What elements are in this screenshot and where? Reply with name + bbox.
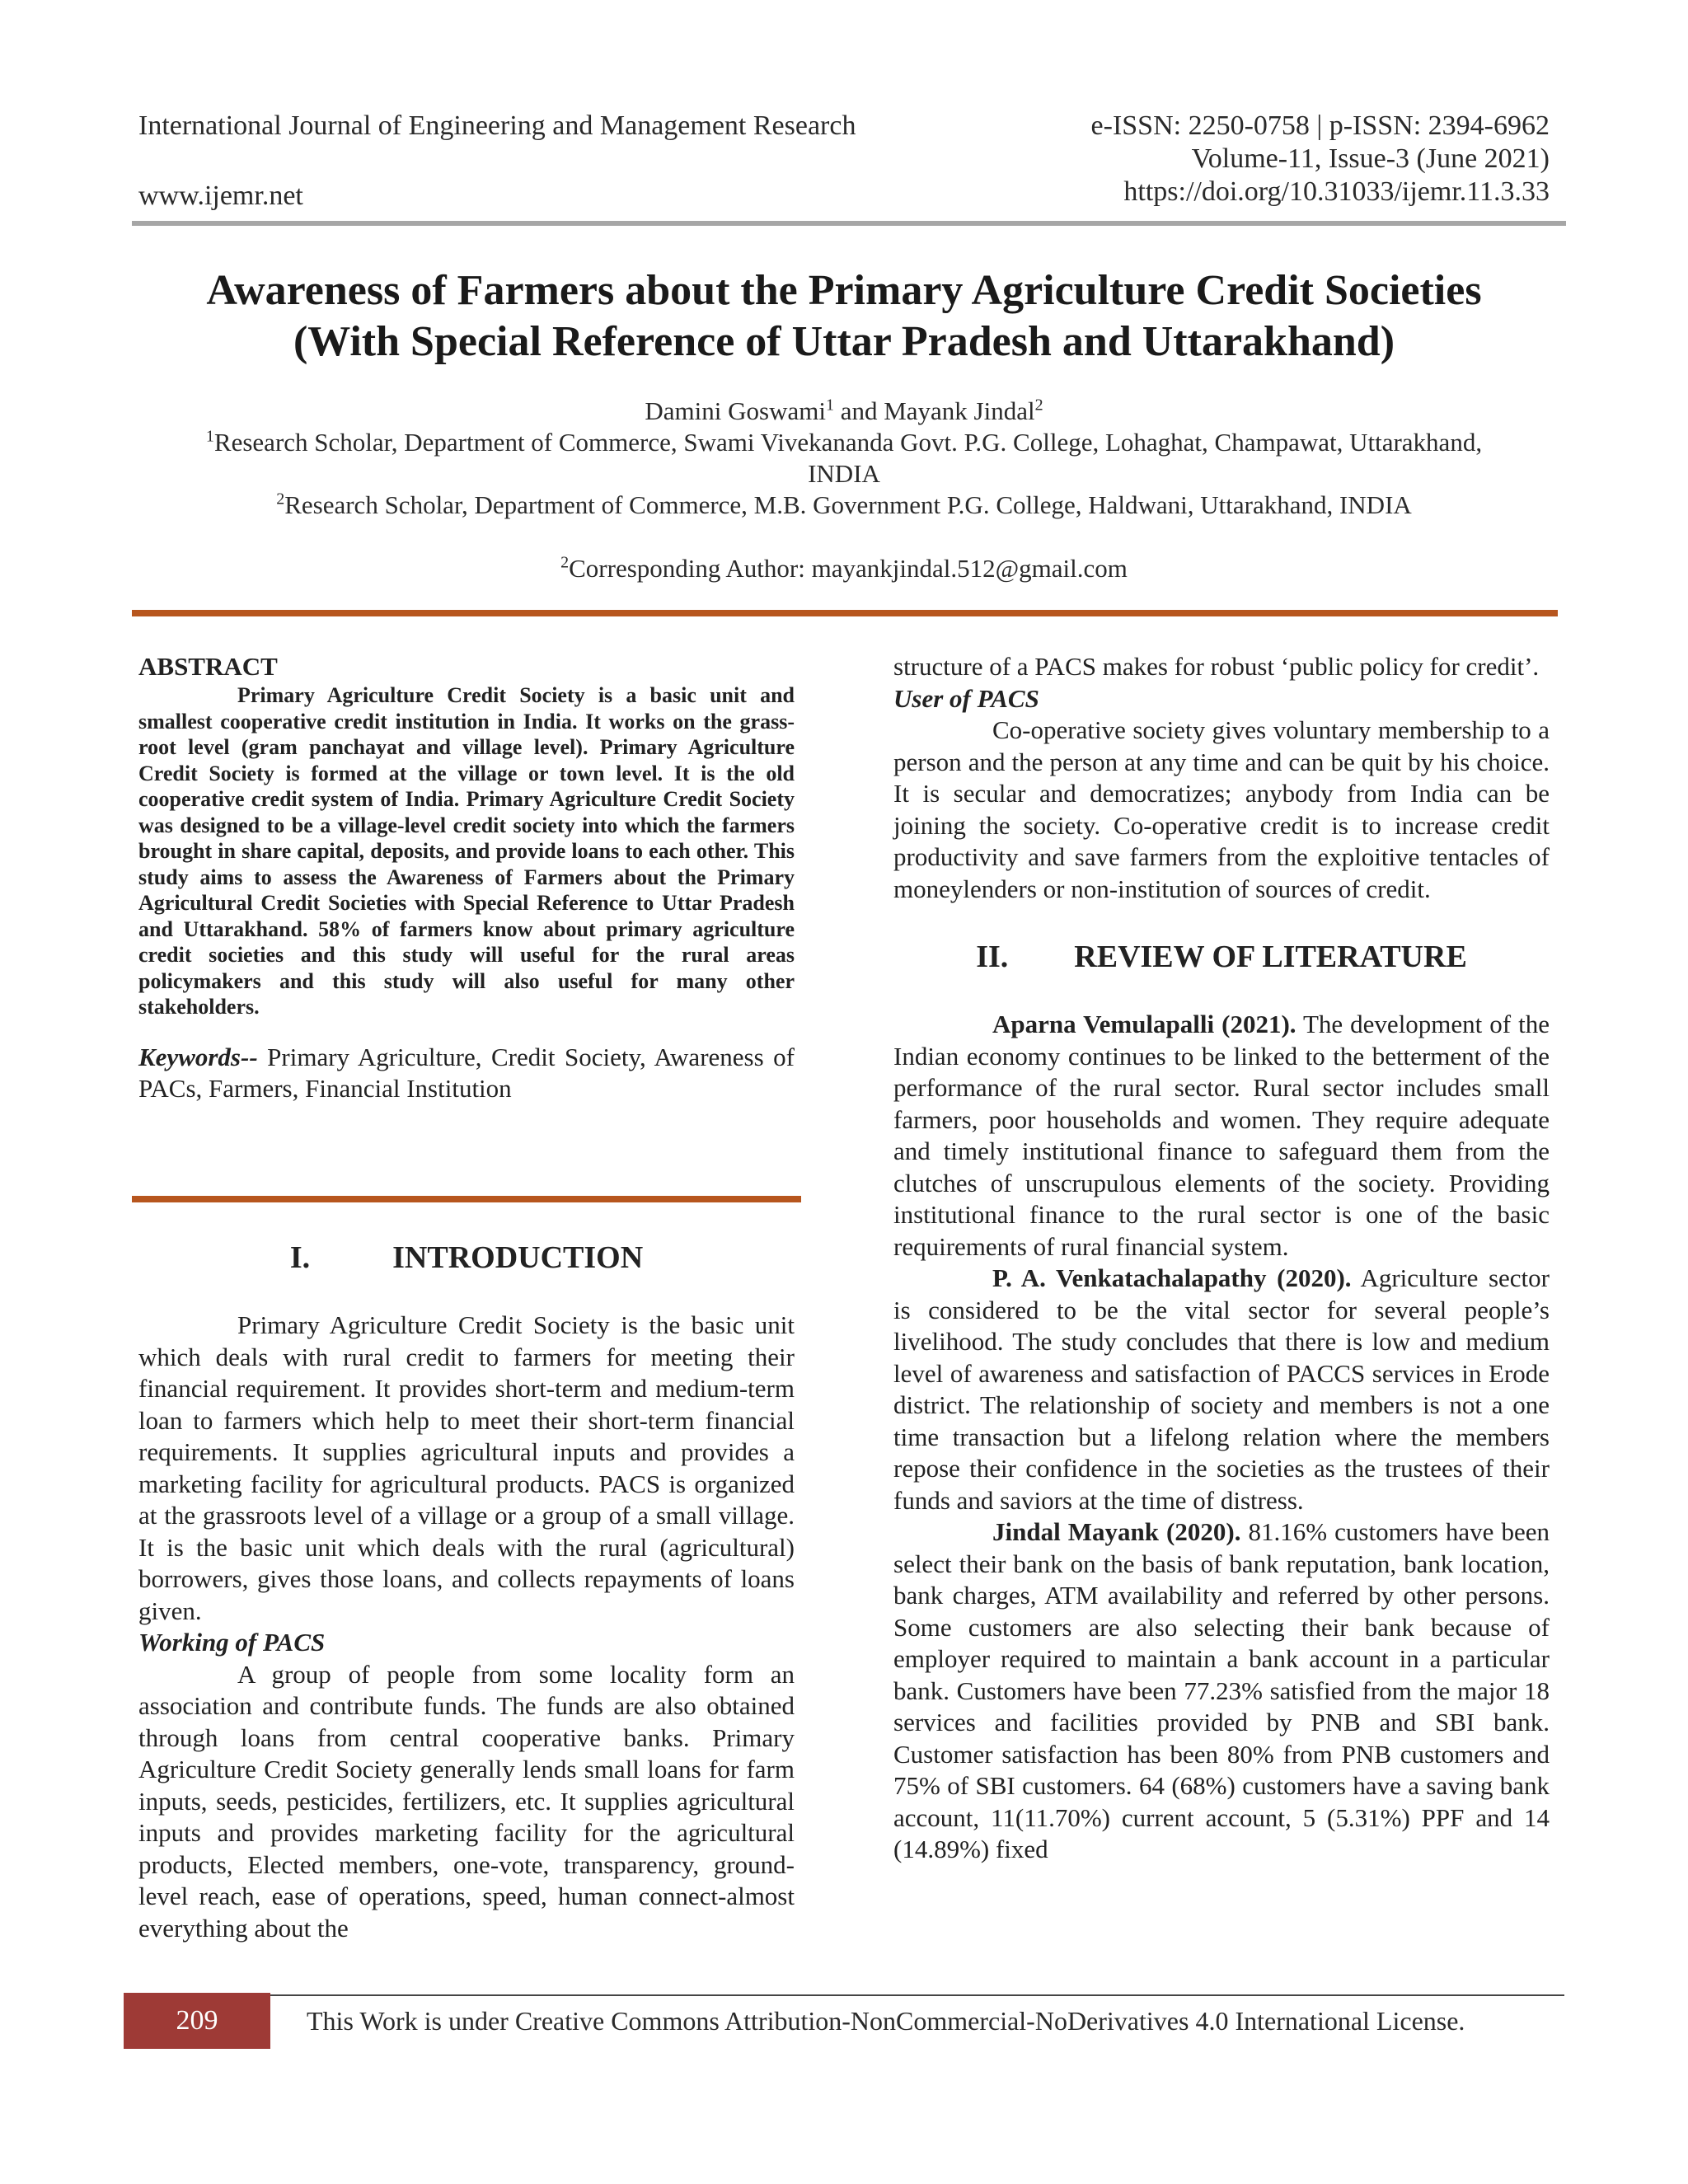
title-line-1: Awareness of Farmers about the Primary Agriculture Credit Societies (206, 267, 1482, 314)
working-paragraph: A group of people from some locality form an association and contribute funds. The funds are also obtained through loans from central cooperative banks. Primary Agriculture Credit Society generally lends small loans for farm inputs, seeds, pesticides, fertilizers, etc. It supplies agricultural inputs and provides marketing facility for the agricultural products, Elected members, one-vote, transparency, ground-level reach, ease of operations, speed, human connect-almost everything about the (138, 1659, 795, 1943)
volume-line: Volume-11, Issue-3 (June 2021) (1191, 143, 1550, 174)
header-rule (132, 221, 1566, 226)
author-2-sup: 2 (1034, 396, 1043, 415)
footer-rule (270, 1994, 1564, 1996)
literature-item-3 (893, 1516, 1550, 1866)
affiliation-1-cont: INDIA (808, 459, 880, 488)
lit-3-author: Jindal Mayank (2020). (992, 1517, 1241, 1546)
corresponding-author (124, 554, 1564, 583)
lit-2-text: Agriculture sector is considered to be the vital sector for several people’s livelihood. The study concludes that there is low and medium level of awareness and satisfaction of PACCS services in Erode district. The relationship of society and members is not a one time transaction but a lifelong relation where the members repose their confidence in the societies as the trustees of their funds and saviors at the time of distress. (893, 1263, 1550, 1515)
section-1-title: INTRODUCTION (392, 1240, 644, 1275)
lit-1-author: Aparna Vemulapalli (2021). (992, 1010, 1296, 1038)
author-1: Damini Goswami (645, 396, 826, 425)
right-column (893, 651, 1550, 1866)
title-line-2: (With Special Reference of Uttar Pradesh and Uttarakhand) (293, 318, 1395, 365)
abstract-heading: ABSTRACT (138, 652, 278, 681)
section-2-heading (893, 938, 1550, 976)
corr-sup: 2 (560, 553, 570, 572)
author-line (124, 396, 1564, 427)
affiliation-1-sup: 1 (205, 427, 214, 446)
license-text: This Work is under Creative Commons Attribution-NonCommercial-NoDerivatives 4.0 International License. (307, 2006, 1465, 2036)
author-2: Mayank Jindal (884, 396, 1035, 425)
affiliation-1 (124, 427, 1564, 458)
issn-block (1091, 110, 1550, 209)
doi-link[interactable]: https://doi.org/10.31033/ijemr.11.3.33 (1123, 176, 1550, 207)
abstract-rule (132, 1196, 801, 1202)
working-of-pacs-heading: Working of PACS (138, 1628, 326, 1657)
affiliation-2-text: Research Scholar, Department of Commerce, M.B. Government P.G. College, Haldwani, Uttarakhand, INDIA (284, 490, 1412, 519)
section-1-num: I. (289, 1240, 311, 1275)
left-column (138, 651, 795, 1105)
affiliation-1-text: Research Scholar, Department of Commerce, Swami Vivekananda Govt. P.G. College, Lohaghat, Champawat, Uttarakhand, (213, 428, 1483, 457)
website-link[interactable]: www.ijemr.net (138, 180, 303, 211)
intro-paragraph: Primary Agriculture Credit Society is the basic unit which deals with rural credit to farmers for meeting their financial requirement. It provides short-term and medium-term loan to farmers which help to meet their short-term financial requirements. It supplies agricultural inputs and provides a marketing facility for agricultural products. PACS is organized at the grassroots level of a village or a group of a small village. It is the basic unit which deals with the rural (agricultural) borrowers, gives those loans, and collects repayments of loans given. (138, 1310, 795, 1625)
affiliation-2-sup: 2 (276, 490, 285, 509)
page-number: 209 (124, 1993, 270, 2049)
author-block (124, 396, 1564, 521)
keywords-label: Keywords-- (138, 1042, 258, 1071)
issn-line: e-ISSN: 2250-0758 | p-ISSN: 2394-6962 (1090, 110, 1550, 141)
keywords (138, 1042, 795, 1105)
continued-text: structure of a PACS makes for robust ‘public policy for credit’. (893, 652, 1540, 681)
title-rule (132, 610, 1558, 616)
lit-1-text: The development of the Indian economy continues to be linked to the betterment of the performance of the rural sector. Rural sector includes small farmers, poor households and women. They require adequate and timely institutional finance to safeguard them from the clutches of unscrupulous elements of the society. Providing institutional finance to the rural sector is one of the basic requirements of rural financial system. (893, 1010, 1550, 1261)
abstract-body: Primary Agriculture Credit Society is a basic unit and smallest cooperative credit institution in India. It works on the grass-root level (gram panchayat and village level). Primary Agriculture Credit Society is formed at the village or town level. It is the old cooperative credit system of India. Primary Agriculture Credit Society was designed to be a village-level credit society into which the farmers brought in share capital, deposits, and provide loans to each other. This study aims to assess the Awareness of Farmers about the Primary Agricultural Credit Societies with Special Reference to Uttar Pradesh and Uttarakhand. 58% of farmers know about primary agriculture credit societies and this study will useful for the rural areas policymakers and this study will also useful for many other stakeholders. (138, 683, 795, 1019)
corr-text: Corresponding Author: mayankjindal.512@gmail.com (569, 554, 1128, 583)
literature-item-1 (893, 1009, 1550, 1263)
author-1-sup: 1 (825, 396, 834, 415)
user-of-pacs-heading: User of PACS (893, 683, 1039, 713)
lit-3-text: 81.16% customers have been select their bank on the basis of bank reputation, bank location, bank charges, ATM availability and referred by other persons. Some customers are also selecting their bank because of employer required to maintain a bank account in a particular bank. Customers have been 77.23% satisfied from the major 18 services and facilities provided by PNB and SBI bank. Customer satisfaction has been 80% from PNB customers and 75% of SBI customers. 64 (68%) customers have a saving bank account, 11(11.70%) current account, 5 (5.31%) PPF and 14 (14.89%) fixed (893, 1517, 1550, 1863)
paper-title (99, 265, 1589, 368)
section-1-heading (138, 1239, 795, 1277)
author-and: and (833, 396, 884, 425)
literature-item-2 (893, 1263, 1550, 1516)
lit-2-author: P. A. Venkatachalapathy (2020). (992, 1263, 1352, 1292)
left-column-body (138, 1239, 795, 1944)
affiliation-2 (124, 490, 1564, 521)
user-paragraph: Co-operative society gives voluntary membership to a person and the person at any time and can be quit by his choice. It is secular and democratizes; anybody from India can be joining the society. Co-operative credit is to increase credit productivity and save farmers from the exploitive tentacles of moneylenders or non-institution of sources of credit. (893, 715, 1550, 903)
section-2-num: II. (976, 940, 1009, 974)
keywords-text: Primary Agriculture, Credit Society, Awareness of PACs, Farmers, Financial Institution (138, 1042, 795, 1103)
journal-name: International Journal of Engineering and Management Research (138, 110, 856, 141)
section-2-title: REVIEW OF LITERATURE (1074, 940, 1467, 974)
